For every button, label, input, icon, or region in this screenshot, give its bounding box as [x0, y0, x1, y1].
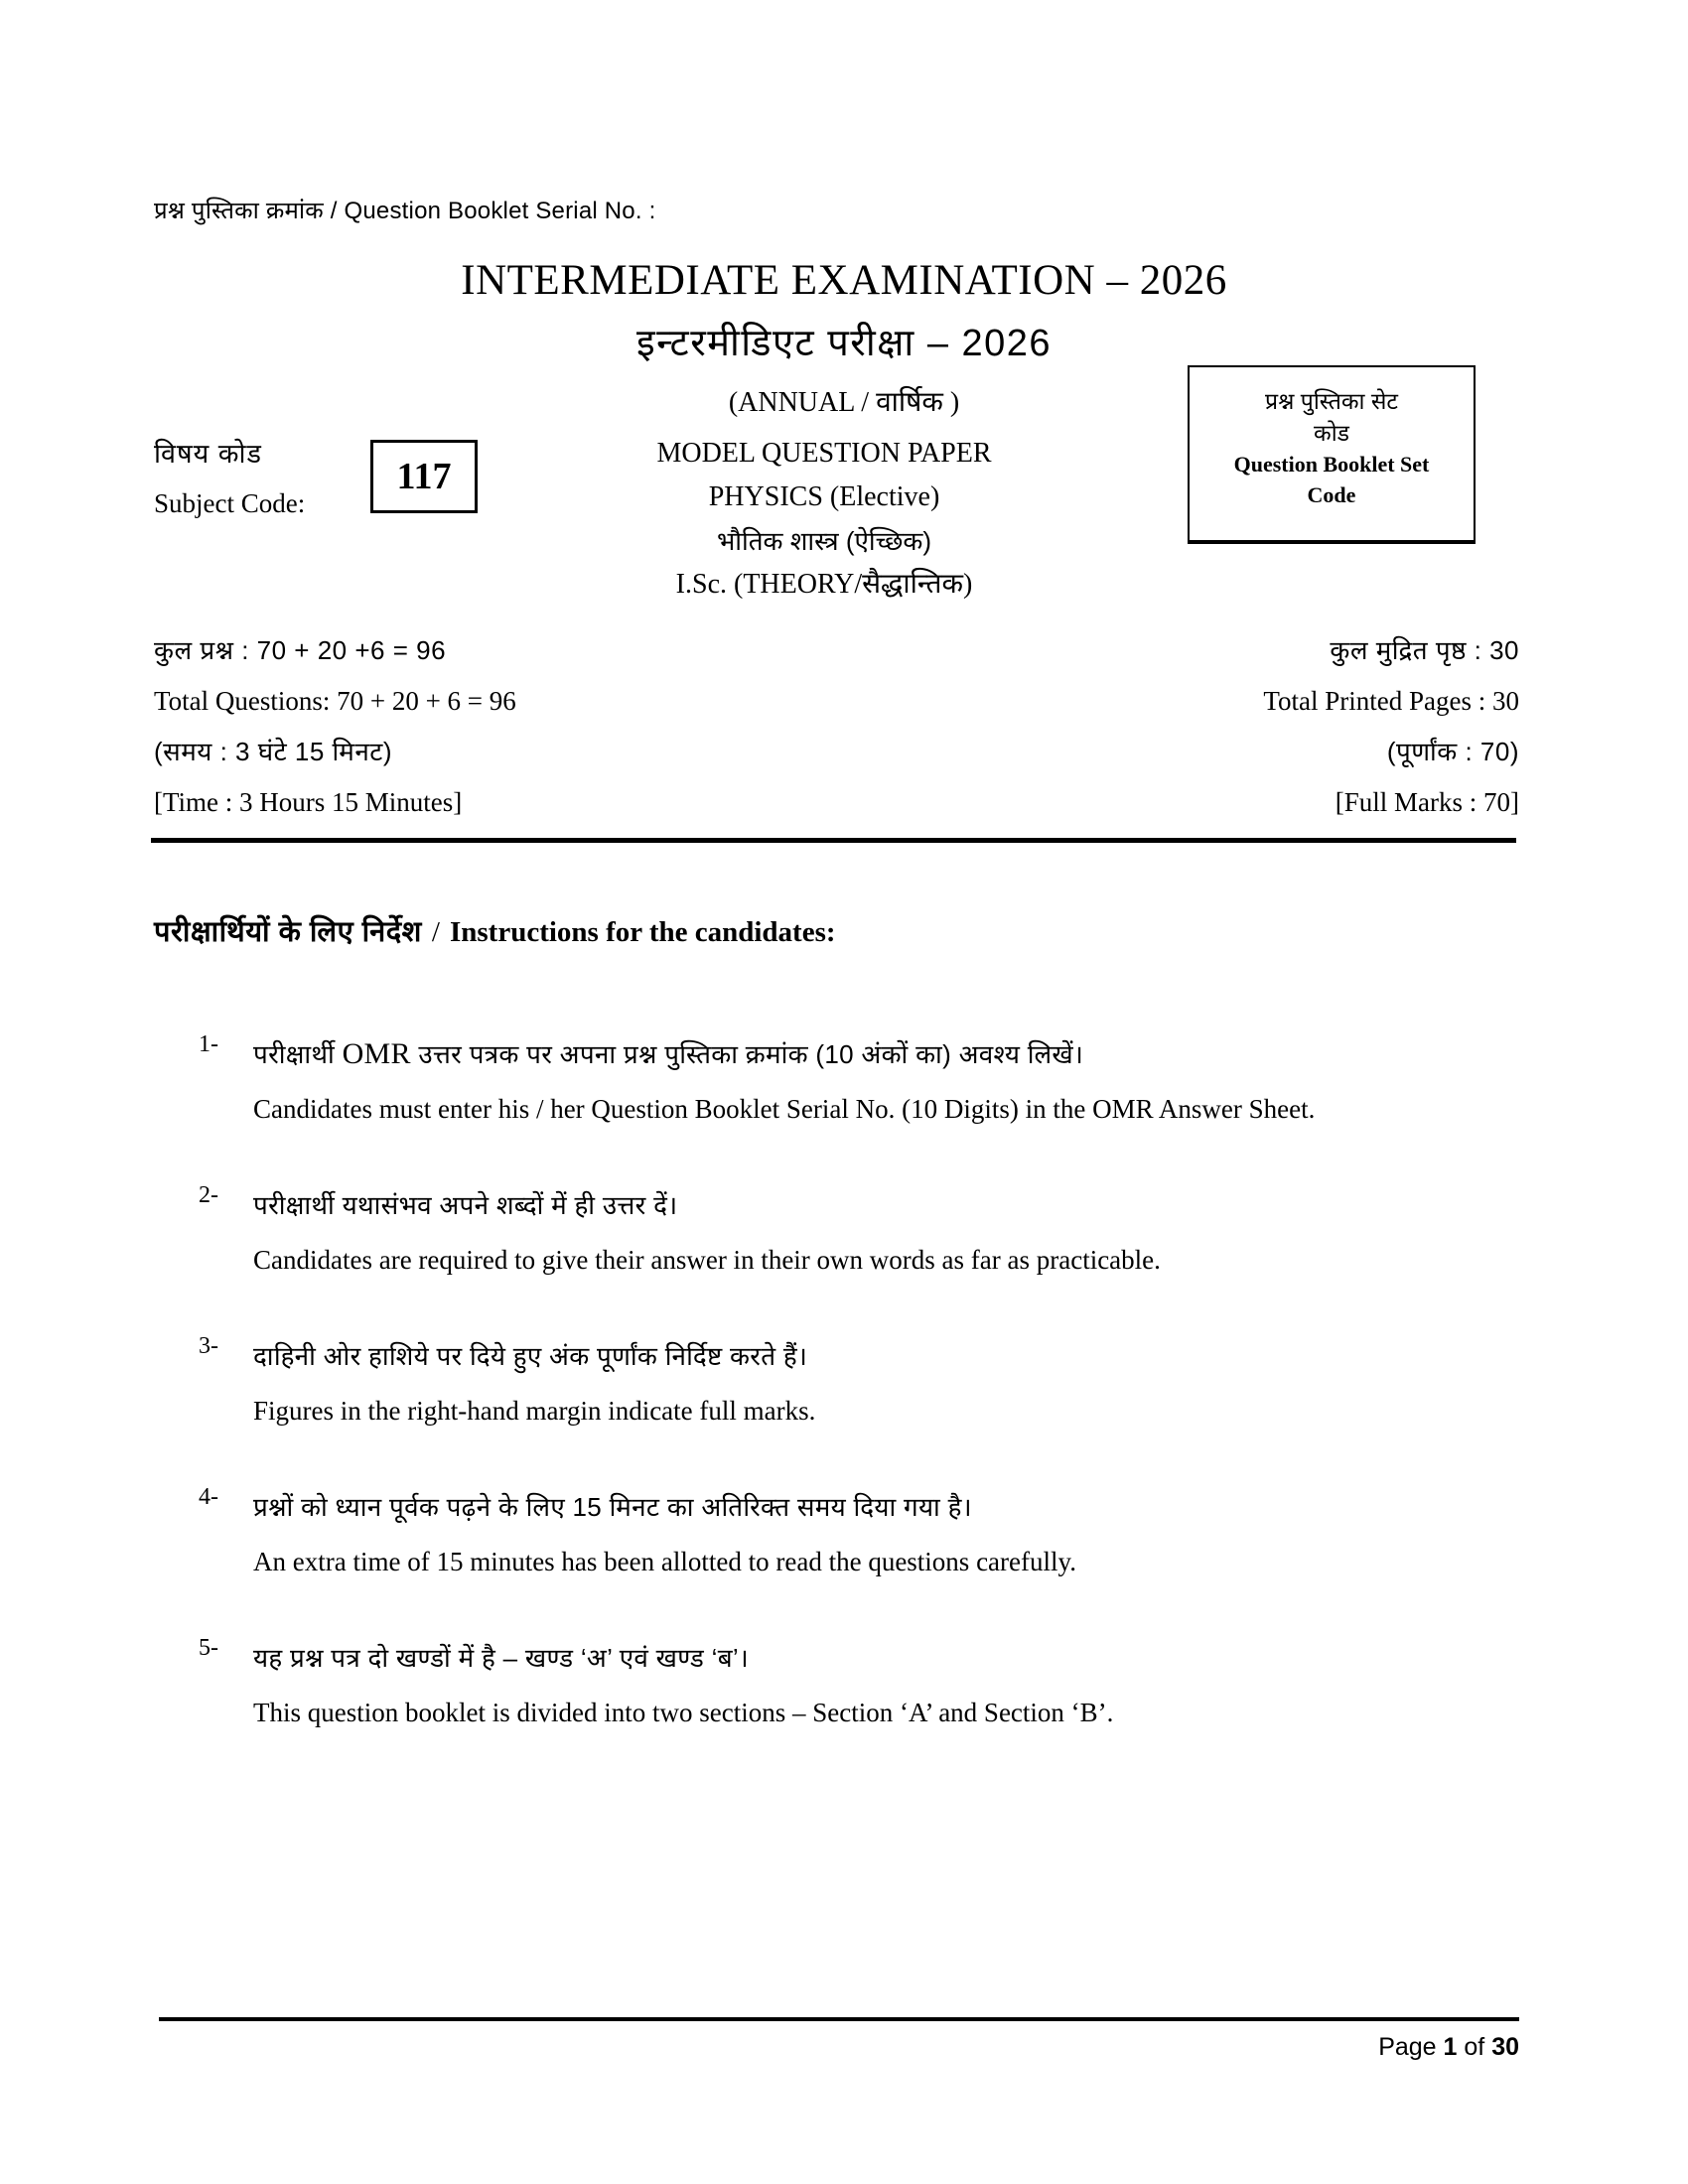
question-booklet-serial-no-label	[154, 194, 655, 226]
instructions-heading-hindi: परीक्षार्थियों के लिए निर्देश	[154, 916, 422, 948]
instruction-item	[199, 1027, 1420, 1137]
instruction-number: 5-	[199, 1635, 218, 1661]
full-marks-english: [Full Marks : 70]	[1335, 787, 1519, 817]
set-code-label-english-line2: Code	[1307, 482, 1356, 507]
instruction-hindi-pre: परीक्षार्थी	[253, 1039, 343, 1069]
total-questions-english: Total Questions: 70 + 20 + 6 = 96	[154, 686, 516, 716]
instruction-text-english: An extra time of 15 minutes has been allotted to read the questions carefully.	[253, 1547, 1076, 1576]
total-questions-hindi: कुल प्रश्न : 70 + 20 +6 = 96	[154, 635, 447, 665]
instruction-text-hindi: दाहिनी ओर हाशिये पर दिये हुए अंक पूर्णांक निर्दिष्ट करते हैं।	[253, 1341, 808, 1371]
subject-code-labels	[154, 429, 305, 528]
instruction-hindi-post: उत्तर पत्रक पर अपना प्रश्न पुस्तिका क्रमांक (10 अंकों का) अवश्य लिखें।	[410, 1039, 1084, 1069]
instructions-list	[199, 1027, 1420, 1782]
subject-code-label-hindi: विषय कोड	[154, 439, 262, 469]
set-code-label-english-line1: Question Booklet Set	[1233, 452, 1430, 477]
page-prefix: Page	[1378, 2033, 1444, 2061]
total-printed-pages-hindi: कुल मुद्रित पृष्ठ : 30	[1330, 635, 1519, 665]
page-mid: of	[1457, 2033, 1492, 2061]
exam-meta-left	[154, 625, 516, 828]
instruction-text-english: Figures in the right-hand margin indicate full marks.	[253, 1396, 816, 1426]
instruction-text-hindi: परीक्षार्थी यथासंभव अपने शब्दों में ही उत्तर दें।	[253, 1190, 678, 1220]
subject-name-english: PHYSICS (Elective)	[708, 481, 940, 512]
page-number-footer	[1378, 2033, 1519, 2062]
model-question-paper-label: MODEL QUESTION PAPER	[656, 438, 992, 469]
instruction-number: 3-	[199, 1333, 218, 1359]
page-total: 30	[1491, 2033, 1519, 2061]
header-divider-rule	[151, 838, 1516, 843]
total-printed-pages-english: Total Printed Pages : 30	[1263, 686, 1519, 716]
instruction-text-hindi: प्रश्नों को ध्यान पूर्वक पढ़ने के लिए 15 मिनट का अतिरिक्त समय दिया गया है।	[253, 1492, 972, 1522]
exam-meta-right	[1263, 625, 1519, 828]
set-code-label-hindi-line2: कोड	[1314, 420, 1349, 446]
instructions-heading	[154, 911, 836, 950]
subject-name-hindi: भौतिक शास्त्र (ऐच्छिक)	[716, 526, 932, 556]
page-title-hindi: इन्टरमीडिएट परीक्षा – 2026	[635, 323, 1053, 364]
full-marks-hindi: (पूर्णांक : 70)	[1386, 737, 1519, 766]
instruction-item	[199, 1631, 1420, 1740]
instructions-heading-separator: /	[431, 916, 440, 948]
instruction-text-english: Candidates are required to give their answer in their own words as far as practicable.	[253, 1245, 1161, 1275]
instruction-item	[199, 1480, 1420, 1589]
paper-identity-block	[556, 432, 1092, 607]
question-booklet-set-code-box[interactable]	[1188, 365, 1476, 544]
instruction-number: 1-	[199, 1031, 218, 1057]
instruction-text-hindi	[253, 1027, 1420, 1081]
instruction-hindi-omr: OMR	[342, 1037, 411, 1070]
instruction-text-english: This question booklet is divided into two sections – Section ‘A’ and Section ‘B’.	[253, 1698, 1114, 1727]
course-theory-label: I.Sc. (THEORY/सैद्धान्तिक)	[675, 569, 973, 600]
page-current: 1	[1443, 2033, 1458, 2061]
time-english: [Time : 3 Hours 15 Minutes]	[154, 787, 463, 817]
instruction-item	[199, 1329, 1420, 1438]
instruction-number: 4-	[199, 1484, 218, 1510]
page-title-english: INTERMEDIATE EXAMINATION – 2026	[461, 257, 1227, 304]
instruction-number: 2-	[199, 1182, 218, 1208]
set-code-label-hindi-line1: प्रश्न पुस्तिका सेट	[1265, 388, 1398, 414]
subject-code-value-box	[370, 440, 478, 513]
instructions-heading-english: Instructions for the candidates:	[449, 916, 836, 948]
instruction-item	[199, 1178, 1420, 1288]
time-hindi: (समय : 3 घंटे 15 मिनट)	[154, 737, 393, 766]
subject-code-label-english: Subject Code:	[154, 488, 306, 518]
instruction-text-hindi: यह प्रश्न पत्र दो खण्डों में है – खण्ड ‘अ’ एवं खण्ड ‘ब’।	[253, 1643, 750, 1673]
instruction-text-english: Candidates must enter his / her Question Booklet Serial No. (10 Digits) in the OMR Answer Sheet.	[253, 1094, 1316, 1124]
footer-divider-rule	[159, 2017, 1519, 2021]
serial-no-text: प्रश्न पुस्तिका क्रमांक / Question Booklet Serial No. :	[154, 198, 656, 224]
annual-subtitle: (ANNUAL / वार्षिक )	[728, 387, 960, 418]
subject-code-value: 117	[396, 456, 452, 497]
